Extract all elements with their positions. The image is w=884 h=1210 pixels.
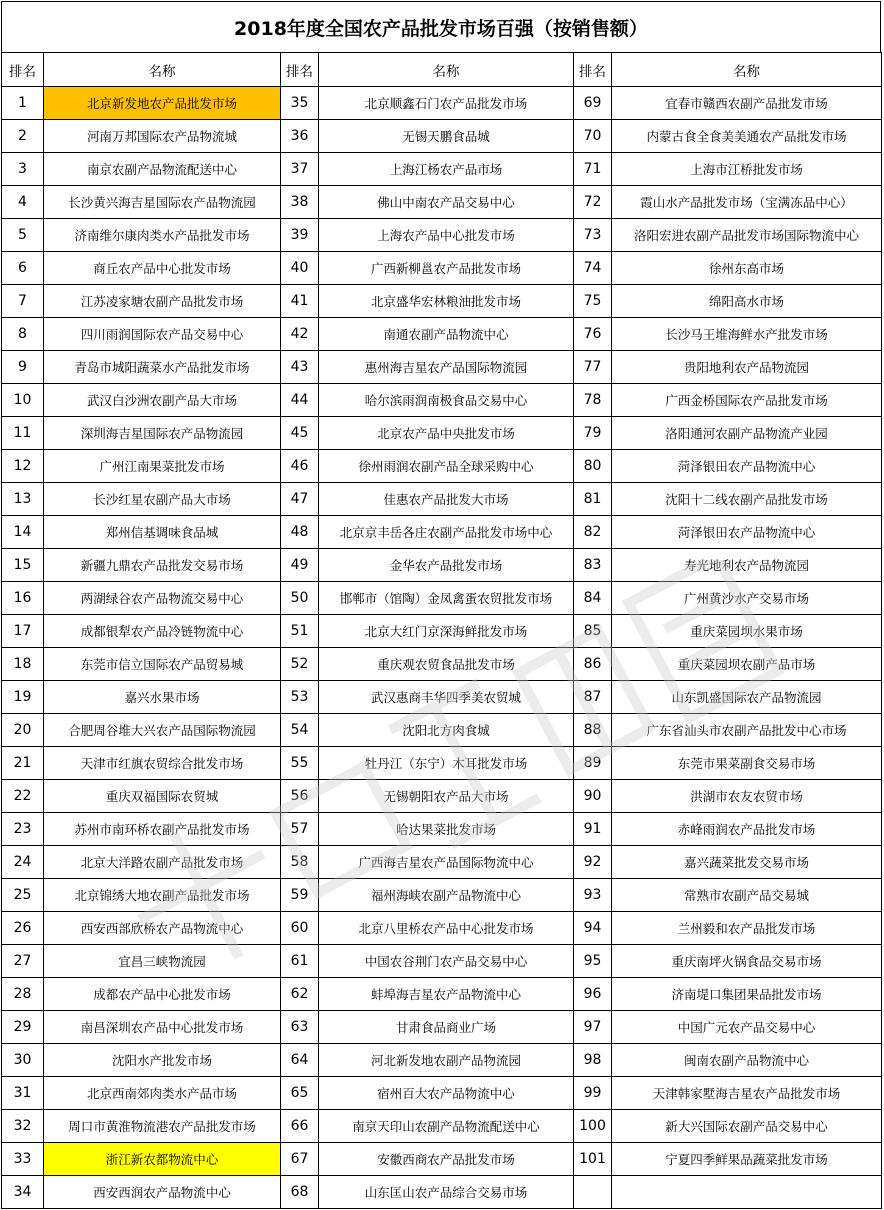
rank-cell: 72	[574, 186, 612, 219]
rank-cell: 21	[2, 747, 44, 780]
rank-cell	[574, 1176, 612, 1209]
market-name-cell: 南京天印山农副产品物流配送中心	[319, 1110, 574, 1143]
market-name-cell: 兰州毅和农产品批发市场	[612, 912, 882, 945]
rank-cell: 84	[574, 582, 612, 615]
header-name: 名称	[319, 53, 574, 87]
market-name-cell: 绵阳高水市场	[612, 285, 882, 318]
rank-cell: 32	[2, 1110, 44, 1143]
market-name-cell: 中国农谷荆门农产品交易中心	[319, 945, 574, 978]
market-name-cell: 洛阳通河农副产品物流产业园	[612, 417, 882, 450]
market-name-cell: 济南维尔康肉类水产品批发市场	[44, 219, 281, 252]
rank-cell: 80	[574, 450, 612, 483]
header-rank: 排名	[2, 53, 44, 87]
table-row	[2, 978, 882, 1011]
rank-cell: 93	[574, 879, 612, 912]
market-name-cell: 江苏凌家塘农副产品批发市场	[44, 285, 281, 318]
market-name-cell: 哈达果菜批发市场	[319, 813, 574, 846]
rank-cell: 5	[2, 219, 44, 252]
rank-cell: 4	[2, 186, 44, 219]
rank-cell: 62	[281, 978, 319, 1011]
rank-cell: 43	[281, 351, 319, 384]
rank-cell: 10	[2, 384, 44, 417]
market-name-cell: 青岛市城阳蔬菜水产品批发市场	[44, 351, 281, 384]
market-name-cell: 广东省汕头市农副产品批发中心市场	[612, 714, 882, 747]
rank-cell: 27	[2, 945, 44, 978]
rank-cell: 33	[2, 1143, 44, 1176]
rank-cell: 92	[574, 846, 612, 879]
market-name-cell: 菏泽银田农产品物流中心	[612, 450, 882, 483]
market-name-cell: 北京西南郊肉类水产品市场	[44, 1077, 281, 1110]
market-name-cell: 北京盛华宏林粮油批发市场	[319, 285, 574, 318]
market-name-cell: 两湖绿谷农产品物流交易中心	[44, 582, 281, 615]
rank-cell: 28	[2, 978, 44, 1011]
market-name-cell: 宜昌三峡物流园	[44, 945, 281, 978]
rank-cell: 22	[2, 780, 44, 813]
rank-cell: 83	[574, 549, 612, 582]
rank-cell: 38	[281, 186, 319, 219]
table-row	[2, 351, 882, 384]
rank-cell: 99	[574, 1077, 612, 1110]
market-name-cell: 北京顺鑫石门农产品批发市场	[319, 87, 574, 120]
rank-cell: 76	[574, 318, 612, 351]
table-row	[2, 450, 882, 483]
table-row	[2, 1110, 882, 1143]
market-name-cell: 宜春市赣西农副产品批发市场	[612, 87, 882, 120]
rank-cell: 11	[2, 417, 44, 450]
market-name-cell: 蚌埠海吉星农产品物流中心	[319, 978, 574, 1011]
rank-cell: 17	[2, 615, 44, 648]
rank-cell: 51	[281, 615, 319, 648]
market-name-cell: 沈阳水产批发市场	[44, 1044, 281, 1077]
market-name-cell: 西安西部欣桥农产品物流中心	[44, 912, 281, 945]
market-name-cell: 洪湖市农友农贸市场	[612, 780, 882, 813]
table-row	[2, 219, 882, 252]
table-row	[2, 648, 882, 681]
rank-cell: 26	[2, 912, 44, 945]
rank-cell: 37	[281, 153, 319, 186]
market-name-cell: 牡丹江（东宁）木耳批发市场	[319, 747, 574, 780]
market-name-cell: 山东凯盛国际农产品物流园	[612, 681, 882, 714]
table-row	[2, 285, 882, 318]
market-name-cell: 北京京丰岳各庄农副产品批发市场中心	[319, 516, 574, 549]
table-row	[2, 516, 882, 549]
market-name-cell: 中国广元农产品交易中心	[612, 1011, 882, 1044]
market-name-cell: 重庆菜园坝水果市场	[612, 615, 882, 648]
market-name-cell: 河北新发地农副产品物流园	[319, 1044, 574, 1077]
market-name-cell: 霞山水产品批发市场（宝满冻品中心）	[612, 186, 882, 219]
rank-cell: 55	[281, 747, 319, 780]
header-rank: 排名	[281, 53, 319, 87]
table-row	[2, 153, 882, 186]
rank-cell: 8	[2, 318, 44, 351]
rank-cell: 9	[2, 351, 44, 384]
header-rank: 排名	[574, 53, 612, 87]
rank-cell: 49	[281, 549, 319, 582]
rank-cell: 56	[281, 780, 319, 813]
market-name-cell: 北京大红门京深海鲜批发市场	[319, 615, 574, 648]
rank-cell: 6	[2, 252, 44, 285]
market-name-cell: 重庆南坪火锅食品交易市场	[612, 945, 882, 978]
market-name-cell: 上海江杨农产品市场	[319, 153, 574, 186]
rank-cell: 14	[2, 516, 44, 549]
rank-cell: 40	[281, 252, 319, 285]
table-row	[2, 1143, 882, 1176]
market-name-cell: 佛山中南农产品交易中心	[319, 186, 574, 219]
rank-cell: 31	[2, 1077, 44, 1110]
table-row	[2, 879, 882, 912]
rank-cell: 98	[574, 1044, 612, 1077]
market-name-cell: 武汉惠商丰华四季美农贸城	[319, 681, 574, 714]
market-name-cell: 重庆双福国际农贸城	[44, 780, 281, 813]
market-name-cell: 重庆菜园坝农副产品市场	[612, 648, 882, 681]
market-name-cell: 南昌深圳农产品中心批发市场	[44, 1011, 281, 1044]
market-name-cell: 洛阳宏进农副产品批发市场国际物流中心	[612, 219, 882, 252]
rank-cell: 58	[281, 846, 319, 879]
market-name-cell: 成都银犁农产品冷链物流中心	[44, 615, 281, 648]
market-name-cell: 长沙马王堆海鲜水产批发市场	[612, 318, 882, 351]
market-name-cell: 寿光地利农产品物流园	[612, 549, 882, 582]
rank-cell: 50	[281, 582, 319, 615]
rank-cell: 46	[281, 450, 319, 483]
table-header-row	[2, 53, 882, 87]
table-row	[2, 912, 882, 945]
table-row	[2, 318, 882, 351]
rank-cell: 85	[574, 615, 612, 648]
rank-cell: 59	[281, 879, 319, 912]
market-name-cell: 徐州东高市场	[612, 252, 882, 285]
rank-cell: 54	[281, 714, 319, 747]
table-row	[2, 945, 882, 978]
market-name-cell: 武汉白沙洲农副产品大市场	[44, 384, 281, 417]
market-name-cell: 四川雨润国际农产品交易中心	[44, 318, 281, 351]
rank-cell: 35	[281, 87, 319, 120]
market-name-cell: 商丘农产品中心批发市场	[44, 252, 281, 285]
rank-cell: 48	[281, 516, 319, 549]
rank-cell: 42	[281, 318, 319, 351]
table-row	[2, 615, 882, 648]
market-name-cell: 山东匡山农产品综合交易市场	[319, 1176, 574, 1209]
table-row	[2, 1176, 882, 1209]
rank-cell: 69	[574, 87, 612, 120]
market-name-cell: 菏泽银田农产品物流中心	[612, 516, 882, 549]
rank-cell: 57	[281, 813, 319, 846]
rank-cell: 52	[281, 648, 319, 681]
market-name-cell: 北京大洋路农副产品批发市场	[44, 846, 281, 879]
rank-cell: 47	[281, 483, 319, 516]
rank-cell: 60	[281, 912, 319, 945]
market-name-cell: 宿州百大农产品物流中心	[319, 1077, 574, 1110]
rank-cell: 101	[574, 1143, 612, 1176]
rank-cell: 75	[574, 285, 612, 318]
market-name-cell: 北京八里桥农产品中心批发市场	[319, 912, 574, 945]
market-name-cell: 无锡天鹏食品城	[319, 120, 574, 153]
rank-cell: 68	[281, 1176, 319, 1209]
rank-cell: 7	[2, 285, 44, 318]
market-name-cell: 甘肃食品商业广场	[319, 1011, 574, 1044]
table-row	[2, 483, 882, 516]
market-name-cell: 新大兴国际农副产品交易中心	[612, 1110, 882, 1143]
market-name-cell: 北京农产品中央批发市场	[319, 417, 574, 450]
rank-cell: 67	[281, 1143, 319, 1176]
market-name-cell: 北京新发地农产品批发市场	[44, 87, 281, 120]
rank-cell: 24	[2, 846, 44, 879]
rank-cell: 41	[281, 285, 319, 318]
market-name-cell: 成都农产品中心批发市场	[44, 978, 281, 1011]
market-name-cell: 济南堤口集团果品批发市场	[612, 978, 882, 1011]
market-name-cell: 佳惠农产品批发大市场	[319, 483, 574, 516]
market-name-cell: 赤峰雨润农产品批发市场	[612, 813, 882, 846]
rank-cell: 2	[2, 120, 44, 153]
market-name-cell: 沈阳北方肉食城	[319, 714, 574, 747]
table-row	[2, 714, 882, 747]
rank-cell: 39	[281, 219, 319, 252]
rank-cell: 96	[574, 978, 612, 1011]
market-name-cell: 徐州雨润农副产品全球采购中心	[319, 450, 574, 483]
header-name: 名称	[44, 53, 281, 87]
table-row	[2, 846, 882, 879]
market-name-cell: 广州江南果菜批发市场	[44, 450, 281, 483]
market-name-cell: 河南万邦国际农产品物流城	[44, 120, 281, 153]
market-name-cell: 广西新柳邕农产品批发市场	[319, 252, 574, 285]
table-row	[2, 1044, 882, 1077]
rank-cell: 71	[574, 153, 612, 186]
rank-cell: 25	[2, 879, 44, 912]
table-row	[2, 747, 882, 780]
table-row	[2, 549, 882, 582]
rank-cell: 94	[574, 912, 612, 945]
rank-cell: 89	[574, 747, 612, 780]
market-name-cell: 重庆观农贸食品批发市场	[319, 648, 574, 681]
market-name-cell: 长沙红星农副产品大市场	[44, 483, 281, 516]
rank-cell: 79	[574, 417, 612, 450]
rank-cell: 95	[574, 945, 612, 978]
page-title: 2018年度全国农产品批发市场百强（按销售额）	[1, 1, 881, 52]
table-row	[2, 120, 882, 153]
market-name-cell: 天津韩家墅海吉星农产品批发市场	[612, 1077, 882, 1110]
rank-cell: 78	[574, 384, 612, 417]
market-name-cell: 宁夏四季鲜果品蔬菜批发市场	[612, 1143, 882, 1176]
market-name-cell: 上海市江桥批发市场	[612, 153, 882, 186]
rank-cell: 82	[574, 516, 612, 549]
market-name-cell: 新疆九鼎农产品批发交易市场	[44, 549, 281, 582]
market-name-cell: 广西金桥国际农产品批发市场	[612, 384, 882, 417]
market-name-cell: 贵阳地利农产品物流园	[612, 351, 882, 384]
rank-cell: 20	[2, 714, 44, 747]
market-name-cell: 沈阳十二线农副产品批发市场	[612, 483, 882, 516]
market-name-cell: 深圳海吉星国际农产品物流园	[44, 417, 281, 450]
market-name-cell: 福州海峡农副产品物流中心	[319, 879, 574, 912]
rank-cell: 87	[574, 681, 612, 714]
rank-cell: 73	[574, 219, 612, 252]
market-name-cell: 常熟市农副产品交易城	[612, 879, 882, 912]
table-row	[2, 582, 882, 615]
market-name-cell: 长沙黄兴海吉星国际农产品物流园	[44, 186, 281, 219]
market-name-cell	[612, 1176, 882, 1209]
market-name-cell: 嘉兴水果市场	[44, 681, 281, 714]
rank-cell: 45	[281, 417, 319, 450]
market-name-cell: 无锡朝阳农产品大市场	[319, 780, 574, 813]
market-name-cell: 广西海吉星农产品国际物流中心	[319, 846, 574, 879]
market-name-cell: 闽南农副产品物流中心	[612, 1044, 882, 1077]
rank-cell: 70	[574, 120, 612, 153]
market-name-cell: 西安西润农产品物流中心	[44, 1176, 281, 1209]
market-name-cell: 郑州信基调味食品城	[44, 516, 281, 549]
rank-cell: 15	[2, 549, 44, 582]
rank-cell: 88	[574, 714, 612, 747]
rank-cell: 86	[574, 648, 612, 681]
market-name-cell: 北京锦绣大地农副产品批发市场	[44, 879, 281, 912]
rank-cell: 19	[2, 681, 44, 714]
rank-cell: 65	[281, 1077, 319, 1110]
rank-cell: 66	[281, 1110, 319, 1143]
rank-cell: 97	[574, 1011, 612, 1044]
market-name-cell: 嘉兴蔬菜批发交易市场	[612, 846, 882, 879]
market-name-cell: 安徽西商农产品批发市场	[319, 1143, 574, 1176]
rank-cell: 18	[2, 648, 44, 681]
rank-cell: 74	[574, 252, 612, 285]
rank-cell: 90	[574, 780, 612, 813]
table-row	[2, 780, 882, 813]
rank-cell: 3	[2, 153, 44, 186]
rank-cell: 64	[281, 1044, 319, 1077]
rank-cell: 29	[2, 1011, 44, 1044]
rank-cell: 63	[281, 1011, 319, 1044]
table-row	[2, 1011, 882, 1044]
market-name-cell: 南京农副产品物流配送中心	[44, 153, 281, 186]
rank-cell: 13	[2, 483, 44, 516]
rank-cell: 77	[574, 351, 612, 384]
table-row	[2, 384, 882, 417]
table-row	[2, 417, 882, 450]
market-name-cell: 惠州海吉星农产品国际物流园	[319, 351, 574, 384]
rank-cell: 91	[574, 813, 612, 846]
table-body	[2, 87, 882, 1209]
rank-cell: 34	[2, 1176, 44, 1209]
table-row	[2, 1077, 882, 1110]
rank-cell: 23	[2, 813, 44, 846]
table-row	[2, 87, 882, 120]
market-name-cell: 广州黄沙水产交易市场	[612, 582, 882, 615]
market-name-cell: 浙江新农都物流中心	[44, 1143, 281, 1176]
market-name-cell: 东莞市信立国际农产品贸易城	[44, 648, 281, 681]
market-name-cell: 金华农产品批发市场	[319, 549, 574, 582]
rank-cell: 12	[2, 450, 44, 483]
market-name-cell: 邯郸市（馆陶）金凤禽蛋农贸批发市场	[319, 582, 574, 615]
table-row	[2, 252, 882, 285]
rank-cell: 16	[2, 582, 44, 615]
header-name: 名称	[612, 53, 882, 87]
market-name-cell: 合肥周谷堆大兴农产品国际物流园	[44, 714, 281, 747]
rank-cell: 53	[281, 681, 319, 714]
rank-cell: 100	[574, 1110, 612, 1143]
rank-cell: 30	[2, 1044, 44, 1077]
market-name-cell: 东莞市果菜副食交易市场	[612, 747, 882, 780]
table-row	[2, 186, 882, 219]
market-name-cell: 上海农产品中心批发市场	[319, 219, 574, 252]
market-name-cell: 内蒙古食全食美美通农产品批发市场	[612, 120, 882, 153]
market-name-cell: 南通农副产品物流中心	[319, 318, 574, 351]
ranking-table	[1, 52, 882, 1209]
rank-cell: 44	[281, 384, 319, 417]
market-name-cell: 哈尔滨雨润南极食品交易中心	[319, 384, 574, 417]
rank-cell: 61	[281, 945, 319, 978]
rank-cell: 1	[2, 87, 44, 120]
market-name-cell: 天津市红旗农贸综合批发市场	[44, 747, 281, 780]
market-name-cell: 苏州市南环桥农副产品批发市场	[44, 813, 281, 846]
table-row	[2, 681, 882, 714]
rank-cell: 36	[281, 120, 319, 153]
table-row	[2, 813, 882, 846]
rank-cell: 81	[574, 483, 612, 516]
market-name-cell: 周口市黄淮物流港农产品批发市场	[44, 1110, 281, 1143]
